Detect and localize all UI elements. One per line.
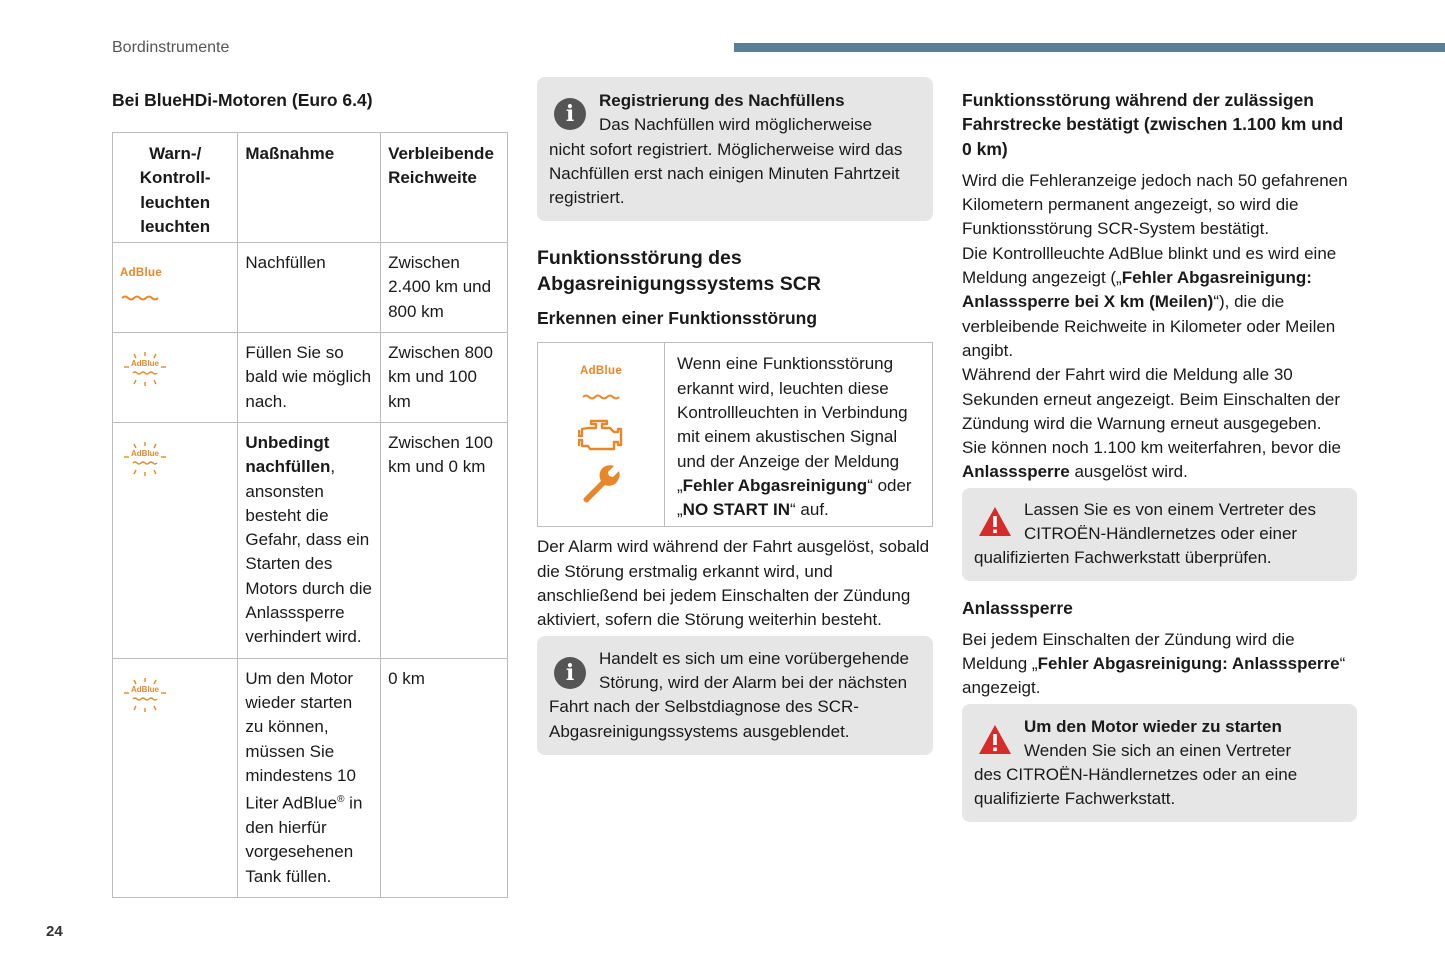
scr-warning-text: Wenn eine Funktionsstörung erkannt wird, leuchten diese Kontrollleuchten in Verbindung mit einem akustischen Signal und der Anzeige der Meldung „Fehler Abgasreinigung“ oder „NO START IN“ auf. [677,354,912,520]
range-cell: Zwischen 100 km und 0 km [381,422,508,658]
range-cell: 0 km [381,658,508,897]
column-middle [537,77,933,755]
header-action: Maßnahme [238,133,381,243]
subsection-title-immobiliser: Anlasssperre [962,597,1073,618]
wrench-icon [579,460,623,504]
page-number: 24 [46,923,63,940]
section-title-confirmed-fault: Funktionsstörung während der zulässigen Fahrstrecke bestätigt (zwischen 1.100 km und 0 km) [962,90,1344,159]
svg-text:AdBlue: AdBlue [131,684,159,694]
adblue-flashing-icon [120,441,230,484]
warning-triangle-icon [978,506,1012,537]
warning-box-check: Lassen Sie es von einem Vertreter des CITROËN-Händlernetzes oder einer qualifizierten Fachwerkstatt überprüfen. [962,488,1357,581]
range-cell: Zwischen 2.400 km und 800 km [381,243,508,333]
section-title-scr: Funktionsstörung des Abgasreinigungssystems SCR [537,247,821,296]
running-header: Bordinstrumente [112,39,230,56]
alarm-paragraph: Der Alarm wird während der Fahrt ausgelöst, sobald die Störung erstmalig erkannt wird, und anschließend bei jedem Einschalten der Zündung aktiviert, sofern die Störung weiterhin besteht. [537,537,930,630]
adblue-icon: AdBlue [580,359,622,408]
warning-box-restart: Um den Motor wieder zu starten Wenden Sie sich an einen Vertreter des CITROËN-Händlernetzes oder an eine qualifizierte Fachwerkstatt. [962,704,1357,822]
subsection-title-detect: Erkennen einer Funktionsstörung [537,308,818,329]
adblue-flashing-icon [120,677,230,720]
adblue-range-table [112,132,508,898]
immobiliser-paragraph: Bei jedem Einschalten der Zündung wird die Meldung „Fehler Abgasreinigung: Anlasssperre“ angezeigt. [962,629,1346,698]
scr-icon-column [538,343,665,526]
section-title-euro64: Bei BlueHDi-Motoren (Euro 6.4) [112,90,373,110]
action-cell: Unbedingt nachfüllen, ansonsten besteht die Gefahr, dass ein Starten des Motors durch die Anlasssperre verhindert wird. [238,422,381,658]
scr-warning-box [537,342,933,527]
info-icon: i [554,657,586,689]
table-row [113,422,508,658]
action-cell: Füllen Sie so bald wie möglich nach. [238,333,381,423]
engine-icon [578,418,624,454]
adblue-flashing-icon [120,351,230,387]
info-box-refill-registration: i Registrierung des Nachfüllens Das Nachfüllen wird möglicherweise nicht sofort registriert. Möglicherweise wird das Nachfüllen erst nach einigen Minuten Fahrtzeit registriert. [537,77,933,221]
header-remaining-range: Verbleibende Reichweite [381,133,508,243]
info-box-temporary-fault: i Handelt es sich um eine vorübergehende Störung, wird der Alarm bei der nächsten Fahrt nach der Selbstdiagnose des SCR-Abgasreinigungssystems ausgeblendet. [537,636,933,755]
info-text: Das Nachfüllen wird möglicherweise [599,115,873,135]
action-cell: Um den Motor wieder starten zu können, müssen Sie mindestens 10 Liter AdBlue® in den hierfür vorgesehenen Tank füllen. [238,658,381,897]
column-left [112,88,508,898]
header-warning-lights: Warn-/ Kontroll- leuchten leuchten [113,133,238,243]
svg-text:AdBlue: AdBlue [131,448,159,458]
warning-triangle-icon [978,724,1012,755]
info-icon: i [554,98,586,130]
action-cell: Nachfüllen [238,243,381,333]
svg-text:AdBlue: AdBlue [131,359,159,369]
info-title: Registrierung des Nachfüllens [599,91,845,110]
column-right [962,88,1357,822]
table-row [113,243,508,333]
range-cell: Zwischen 800 km und 100 km [381,333,508,423]
table-header-row [113,133,508,243]
table-row [113,658,508,897]
confirmed-fault-paragraph: Wird die Fehleranzeige jedoch nach 50 gefahrenen Kilometern permanent angezeigt, so wird die Funktionsstörung SCR-System bestätigt. Die Kontrollleuchte AdBlue blinkt und es wird eine Meldung angezeigt („Fehler Abgasreinigung: Anlasssperre bei X km (Meilen)“), die die verbleibende Reichweite in Kilometer oder Meilen angibt. Während der Fahrt wird die Meldung alle 30 Sekunden erneut angezeigt. Beim Einschalten der Zündung wird die Warnung erneut ausgegeben. Sie können noch 1.100 km weiterfahren, bevor die Anlasssperre ausgelöst wird. [962,170,1348,482]
table-row [113,333,508,423]
adblue-icon: AdBlue [120,261,230,310]
header-accent-bar [734,43,1445,52]
